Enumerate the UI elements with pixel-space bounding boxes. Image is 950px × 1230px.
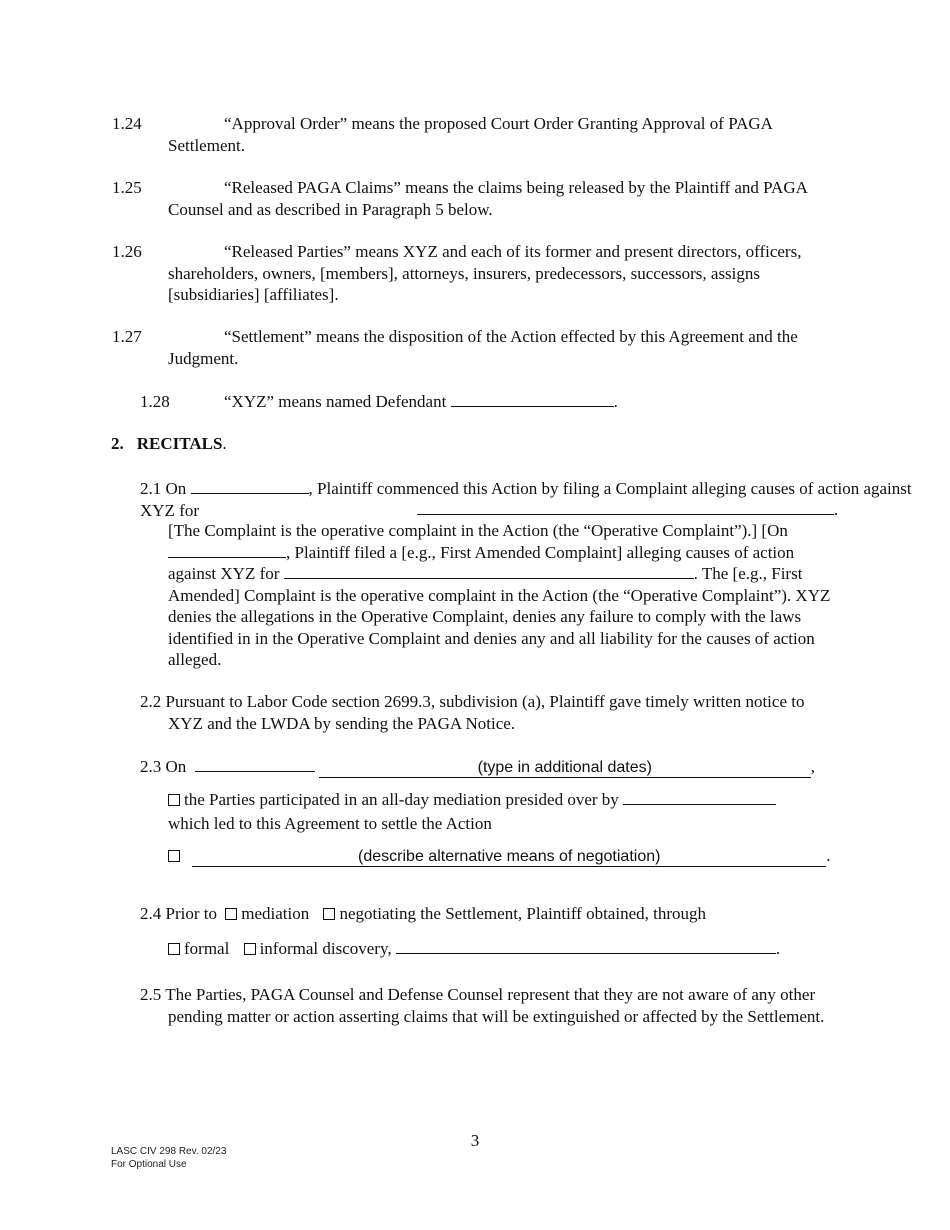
definition-text: “Released Parties” means XYZ and each of its former and present directors, officers, shareholders, owners, [members], attorneys, insurers, predecessors, successors, assigns [subsidiaries] [affiliates]. <box>168 242 802 304</box>
recital-2-3-option1 <box>168 789 776 811</box>
recital-2-4-line2 <box>168 938 780 960</box>
punctuation: , <box>810 757 816 776</box>
page-number: 3 <box>470 1131 480 1150</box>
definition-text: “Released PAGA Claims” means the claims being released by the Plaintiff and PAGA Counsel and as described in Paragraph 5 below. <box>168 178 807 219</box>
section-number: 1.26 <box>112 242 142 261</box>
checkbox-label: formal <box>184 939 230 958</box>
causes-of-action-blank[interactable] <box>417 499 662 515</box>
definition-1-24 <box>112 113 840 156</box>
definition-1-26 <box>112 241 840 306</box>
section-number: 1.25 <box>112 178 142 197</box>
recital-2-1-line2 <box>168 499 838 521</box>
form-number: LASC CIV 298 Rev. 02/23 <box>111 1146 227 1157</box>
checkbox-informal[interactable] <box>244 943 256 955</box>
section-title: RECITALS <box>136 434 223 453</box>
punctuation: . <box>826 846 831 865</box>
definition-1-25 <box>112 177 840 220</box>
amended-causes-blank[interactable] <box>284 563 694 579</box>
section-number: 2.5 <box>140 985 162 1004</box>
recital-text: On <box>165 479 187 498</box>
recital-text: the Parties participated in an all-day mediation presided over by <box>184 790 619 809</box>
recital-2-3-option2 <box>168 845 831 867</box>
checkbox-negotiating[interactable] <box>323 908 335 920</box>
recital-text: Prior to <box>165 904 217 923</box>
recital-text: , Plaintiff commenced this Action by filing a Complaint alleging causes of action against XYZ for <box>140 479 912 520</box>
recital-text: . The [e.g., First Amended] Complaint is the operative complaint in the Action (the “Operative Complaint”). XYZ denies the allegations in the Operative Complaint, denies any failure to comply with the laws identified in in the Operative Complaint and denies any and all liability for the causes of action alleged. <box>168 564 831 669</box>
punctuation: . <box>613 392 618 411</box>
checkbox-formal[interactable] <box>168 943 180 955</box>
definition-text: “Approval Order” means the proposed Court Order Granting Approval of PAGA Settlement. <box>168 114 772 155</box>
section-number: 2.4 <box>140 904 162 923</box>
definition-1-27 <box>112 326 840 369</box>
recital-2-5 <box>140 984 840 1027</box>
punctuation: . <box>834 500 839 519</box>
section-number: 1.24 <box>112 114 142 133</box>
form-footer <box>111 1145 226 1171</box>
section-number: 2.2 <box>140 692 162 711</box>
causes-of-action-blank-cont[interactable] <box>662 499 834 515</box>
recital-2-1-body <box>168 520 838 671</box>
section-number: 2. <box>111 434 124 453</box>
recital-2-3-option1-cont <box>168 813 492 835</box>
mediation-date-blank[interactable] <box>195 756 315 772</box>
recital-text: which led to this Agreement to settle the Action <box>168 814 492 833</box>
section-number: 1.27 <box>112 327 142 346</box>
punctuation: . <box>222 434 227 453</box>
checkbox-mediation-option[interactable] <box>168 794 180 806</box>
recital-text: On <box>165 757 187 776</box>
punctuation: . <box>775 939 781 958</box>
recital-text: [The Complaint is the operative complaint in the Action (the “Operative Complaint”).] [On <box>168 521 788 540</box>
optional-use-note: For Optional Use <box>111 1159 187 1170</box>
mediator-name-blank[interactable] <box>623 789 776 805</box>
recital-text: discovery, <box>322 939 392 958</box>
checkbox-label: mediation <box>241 904 310 923</box>
recital-2-2 <box>140 691 840 734</box>
checkbox-alternative-negotiation[interactable] <box>168 850 180 862</box>
section-number: 1.28 <box>140 392 170 411</box>
definition-text: “XYZ” means named Defendant <box>224 392 447 411</box>
section-number: 2.3 <box>140 757 162 776</box>
recital-2-4-line1 <box>140 903 706 925</box>
recital-text: negotiating the Settlement, Plaintiff obtained, through <box>339 904 707 923</box>
recital-2-3-line1 <box>140 756 815 778</box>
definition-1-28 <box>140 391 840 413</box>
checkbox-mediation[interactable] <box>225 908 237 920</box>
discovery-description-blank[interactable] <box>396 938 776 954</box>
filing-date-blank[interactable] <box>191 478 309 494</box>
defendant-name-blank[interactable] <box>451 391 614 407</box>
recital-text: Pursuant to Labor Code section 2699.3, subdivision (a), Plaintiff gave timely written notice to XYZ and the LWDA by sending the PAGA Notice. <box>165 692 805 733</box>
recital-text: , Plaintiff filed a [e.g., First Amended Complaint] alleging causes of action against XYZ for <box>168 542 795 583</box>
definition-text: “Settlement” means the disposition of the Action effected by this Agreement and the Judgment. <box>168 327 798 368</box>
alternative-negotiation-field[interactable]: (describe alternative means of negotiation) <box>192 848 826 867</box>
section-number: 2.1 <box>140 479 162 498</box>
recital-text: The Parties, PAGA Counsel and Defense Counsel represent that they are not aware of any other pending matter or action asserting claims that will be extinguished or affected by the Settlement. <box>165 985 825 1026</box>
additional-dates-field[interactable]: (type in additional dates) <box>319 759 811 778</box>
section-heading-recitals <box>111 433 227 455</box>
amended-filing-date-blank[interactable] <box>168 542 286 558</box>
checkbox-label: informal <box>259 939 319 958</box>
